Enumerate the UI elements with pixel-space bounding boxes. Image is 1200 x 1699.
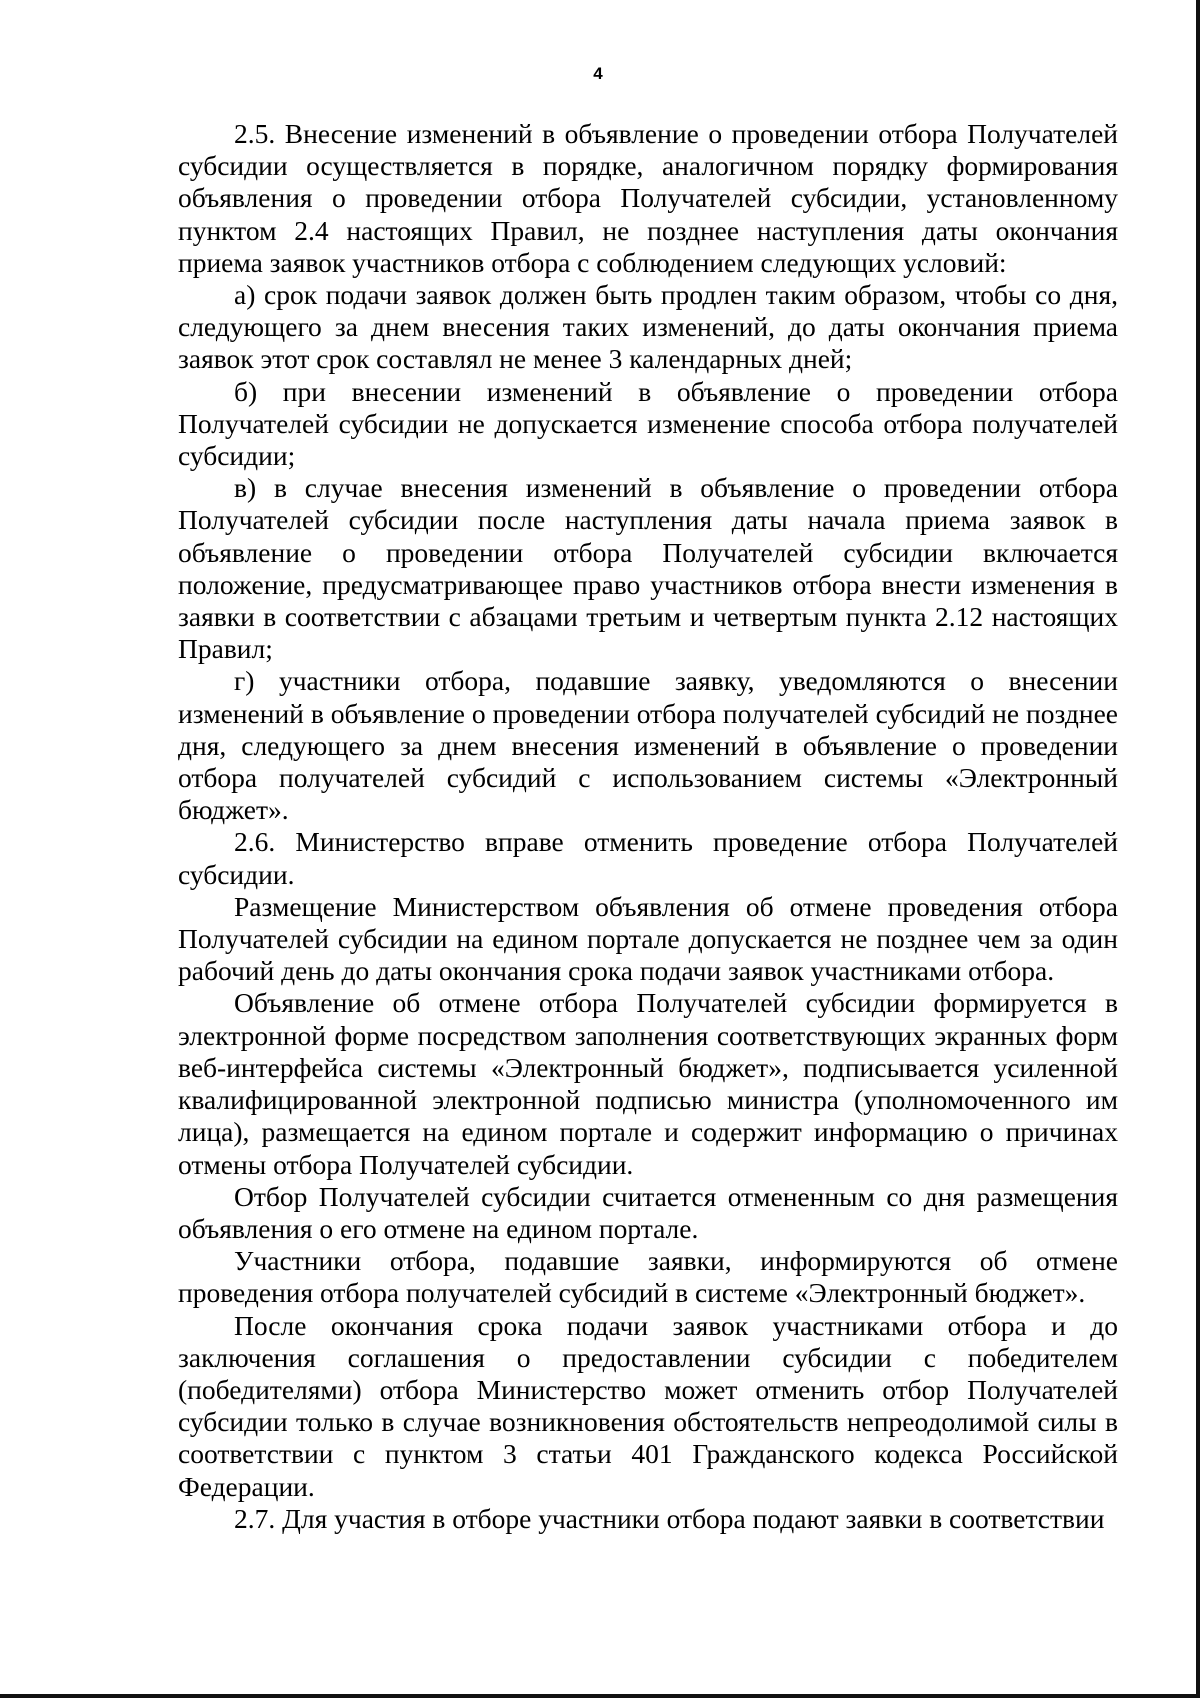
paragraph-2-7: 2.7. Для участия в отборе участники отбора подают заявки в соответствии (234, 1502, 1105, 1534)
paragraph-2-5-a: а) срок подачи заявок должен быть продлен таким образом, чтобы со дня, следующего за днем внесения таких изменений, до даты окончания приема заявок этот срок составлял не менее 3 календарных дней; (178, 279, 1118, 375)
paragraph-2-5-v: в) в случае внесения изменений в объявление о проведении отбора Получателей субсидии после наступления даты начала приема заявок в объявление о проведении отбора Получателей субсидии включается положение, предусматривающее право участников отбора внести изменения в заявки в соответствии с абзацами третьим и четвертым пункта 2.12 настоящих Правил; (178, 472, 1118, 665)
paragraph-2-5-b: б) при внесении изменений в объявление о проведении отбора Получателей субсидии не допускается изменение способа отбора получателей субсидии; (178, 375, 1118, 472)
paragraph-2-6-announcement: Объявление об отмене отбора Получателей субсидии формируется в электронной форме посредством заполнения соответствующих экранных форм веб-интерфейса системы «Электронный бюджет», подписывается усиленной квалифицированной электронной подписью министра (уполномоченного им лица), размещается на едином портале и содержит информацию о причинах отмены отбора Получателей субсидии. (178, 987, 1118, 1180)
paragraph-2-5-g: г) участники отбора, подавшие заявку, уведомляются о внесении изменений в объявление о проведении отбора получателей субсидий не позднее дня, следующего за днем внесения изменений в объявление о проведении отбора получателей субсидий с использованием системы «Электронный бюджет». (178, 665, 1118, 826)
paragraph-2-6-placement: Размещение Министерством объявления об отмене проведения отбора Получателей субсидии на едином портале допускается не позднее чем за один рабочий день до даты окончания срока подачи заявок участниками отбора. (178, 890, 1118, 987)
page-number: 4 (593, 64, 603, 83)
paragraph-2-5: 2.5. Внесение изменений в объявление о проведении отбора Получателей субсидии осуществляется в порядке, аналогичном порядку формирования объявления о проведении отбора Получателей субсидии, установленному пунктом 2.4 настоящих Правил, не позднее наступления даты окончания приема заявок участников отбора с соблюдением следующих условий: (178, 118, 1118, 278)
document-body (178, 118, 1118, 1535)
paragraph-2-6-cancelled: Отбор Получателей субсидии считается отмененным со дня размещения объявления о его отмене на едином портале. (178, 1180, 1118, 1244)
paragraph-2-6-force-majeure: После окончания срока подачи заявок участниками отбора и до заключения соглашения о предоставлении субсидии с победителем (победителями) отбора Министерство может отменить отбор Получателей субсидии только в случае возникновения обстоятельств непреодолимой силы в соответствии с пунктом 3 статьи 401 Гражданского кодекса Российской Федерации. (178, 1309, 1118, 1502)
paragraph-2-6: 2.6. Министерство вправе отменить проведение отбора Получателей субсидии. (178, 826, 1118, 890)
paragraph-2-6-participants: Участники отбора, подавшие заявки, информируются об отмене проведения отбора получателей субсидий в системе «Электронный бюджет». (178, 1245, 1118, 1309)
